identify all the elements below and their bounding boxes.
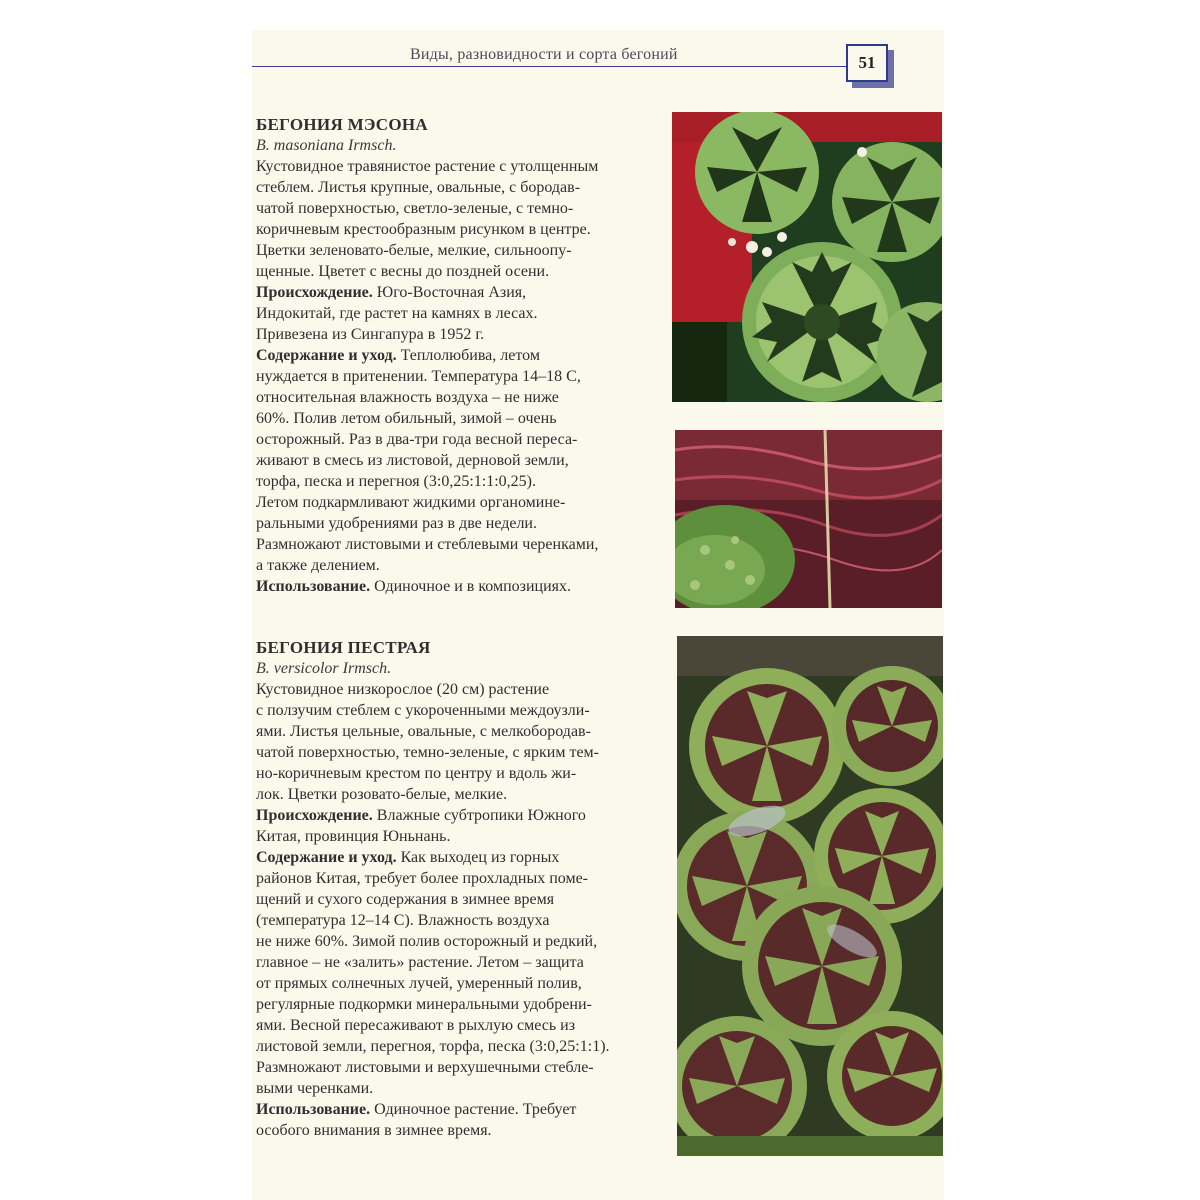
- text-line: [256, 156, 666, 177]
- text-segment: щенные. Цветет с весны до поздней осени.: [256, 263, 550, 280]
- text-line: [256, 429, 666, 450]
- text-segment: Индокитай, где растет на камнях в лесах.: [256, 305, 538, 322]
- text-segment: Цветки зеленовато-белые, мелкие, сильноопу-: [256, 242, 572, 259]
- text-line: [256, 973, 666, 994]
- text-line: [256, 387, 666, 408]
- text-segment: стеблем. Листья крупные, овальные, с бородав-: [256, 179, 581, 196]
- text-line: [256, 471, 666, 492]
- text-segment: Кустовидное травянистое растение с утолщенным: [256, 158, 599, 175]
- section-body: [256, 156, 666, 597]
- text-segment: Теплолюбива, летом: [396, 347, 540, 364]
- text-line: [256, 177, 666, 198]
- text-segment: живают в смесь из листовой, дерновой земли,: [256, 452, 569, 469]
- text-segment: Размножают листовыми и верхушечными стебле-: [256, 1059, 594, 1076]
- text-segment: от прямых солнечных лучей, умеренный полив,: [256, 975, 582, 992]
- text-segment: Юго-Восточная Азия,: [372, 284, 527, 301]
- text-segment: ями. Весной пересаживают в рыхлую смесь из: [256, 1017, 576, 1034]
- text-line: [256, 513, 666, 534]
- text-line: [256, 868, 666, 889]
- text-line: [256, 700, 666, 721]
- text-segment: а также делением.: [256, 557, 380, 574]
- text-line: [256, 763, 666, 784]
- text-segment: Китая, провинция Юньнань.: [256, 828, 451, 845]
- text-segment: Влажные субтропики Южного: [372, 807, 586, 824]
- text-segment: не ниже 60%. Зимой полив осторожный и редкий,: [256, 933, 598, 950]
- text-line: [256, 952, 666, 973]
- text-line: [256, 303, 666, 324]
- text-segment: нуждается в притенении. Температура 14–18 С,: [256, 368, 581, 385]
- running-header: Виды, разновидности и сорта бегоний: [410, 46, 678, 63]
- text-line: [256, 1120, 666, 1141]
- text-line: [256, 576, 666, 597]
- text-line: [256, 261, 666, 282]
- section-body: [256, 679, 666, 1141]
- subheading-label: Происхождение.: [256, 284, 373, 301]
- text-segment: ями. Листья цельные, овальные, с мелкобородав-: [256, 723, 591, 740]
- text-line: [256, 805, 666, 826]
- text-segment: Кустовидное низкорослое (20 см) растение: [256, 681, 550, 698]
- photo-begonia-detail: [675, 430, 942, 608]
- article-begonia-versicolor: [256, 637, 666, 1141]
- text-line: [256, 784, 666, 805]
- text-line: [256, 889, 666, 910]
- text-segment: регулярные подкормки минеральными удобрени-: [256, 996, 592, 1013]
- text-line: [256, 931, 666, 952]
- text-line: [256, 742, 666, 763]
- text-segment: Одиночное растение. Требует: [370, 1101, 577, 1118]
- text-segment: особого внимания в зимнее время.: [256, 1122, 492, 1139]
- section-title: БЕГОНИЯ ПЕСТРАЯ: [256, 638, 431, 657]
- text-line: [256, 366, 666, 387]
- text-line: [256, 198, 666, 219]
- subheading-label: Содержание и уход.: [256, 849, 397, 866]
- text-line: [256, 555, 666, 576]
- text-line: [256, 240, 666, 261]
- text-line: [256, 994, 666, 1015]
- text-line: [256, 219, 666, 240]
- page-number: 51: [846, 44, 888, 82]
- section-title: БЕГОНИЯ МЭСОНА: [256, 115, 428, 134]
- latin-name: B. masoniana Irmsch.: [256, 137, 397, 154]
- text-segment: осторожный. Раз в два-три года весной переса-: [256, 431, 578, 448]
- text-segment: щений и сухого содержания в зимнее время: [256, 891, 555, 908]
- text-segment: Как выходец из горных: [396, 849, 560, 866]
- text-segment: 60%. Полив летом обильный, зимой – очень: [256, 410, 557, 427]
- text-line: [256, 282, 666, 303]
- header-rule: [252, 66, 848, 67]
- text-segment: коричневым крестообразным рисунком в центре.: [256, 221, 591, 238]
- text-segment: Привезена из Сингапура в 1952 г.: [256, 326, 485, 343]
- text-segment: ральными удобрениями раз в две недели.: [256, 515, 537, 532]
- text-segment: торфа, песка и перегноя (3:0,25:1:1:0,25).: [256, 473, 536, 490]
- text-segment: (температура 12–14 С). Влажность воздуха: [256, 912, 550, 929]
- text-line: [256, 408, 666, 429]
- text-line: [256, 679, 666, 700]
- text-segment: листовой земли, перегноя, торфа, песка (3:0,25:1:1).: [256, 1038, 610, 1055]
- text-segment: лок. Цветки розовато-белые, мелкие.: [256, 786, 508, 803]
- text-line: [256, 721, 666, 742]
- text-line: [256, 450, 666, 471]
- text-segment: но-коричневым крестом по центру и вдоль жи-: [256, 765, 577, 782]
- subheading-label: Содержание и уход.: [256, 347, 397, 364]
- text-segment: относительная влажность воздуха – не ниже: [256, 389, 559, 406]
- text-segment: выми черенками.: [256, 1080, 374, 1097]
- text-segment: Летом подкармливают жидкими органомине-: [256, 494, 566, 511]
- text-segment: Размножают листовыми и стеблевыми черенками,: [256, 536, 599, 553]
- text-segment: чатой поверхностью, темно-зеленые, с ярким тем-: [256, 744, 600, 761]
- subheading-label: Использование.: [256, 578, 371, 595]
- text-line: [256, 324, 666, 345]
- text-segment: Одиночное и в композициях.: [370, 578, 572, 595]
- text-line: [256, 345, 666, 366]
- text-line: [256, 847, 666, 868]
- latin-name: B. versicolor Irmsch.: [256, 660, 392, 677]
- text-segment: главное – не «залить» растение. Летом – защита: [256, 954, 584, 971]
- subheading-label: Использование.: [256, 1101, 371, 1118]
- subheading-label: Происхождение.: [256, 807, 373, 824]
- text-line: [256, 1015, 666, 1036]
- text-line: [256, 534, 666, 555]
- photo-begonia-masoniana: [672, 112, 942, 402]
- text-line: [256, 1099, 666, 1120]
- text-line: [256, 492, 666, 513]
- text-segment: чатой поверхностью, светло-зеленые, с темно-: [256, 200, 574, 217]
- text-line: [256, 826, 666, 847]
- text-line: [256, 910, 666, 931]
- photo-begonia-versicolor: [677, 636, 943, 1156]
- text-line: [256, 1036, 666, 1057]
- text-line: [256, 1057, 666, 1078]
- article-begonia-masoniana: [256, 114, 666, 597]
- text-segment: районов Китая, требует более прохладных поме-: [256, 870, 588, 887]
- text-segment: с ползучим стеблем с укороченными междоузли-: [256, 702, 590, 719]
- text-line: [256, 1078, 666, 1099]
